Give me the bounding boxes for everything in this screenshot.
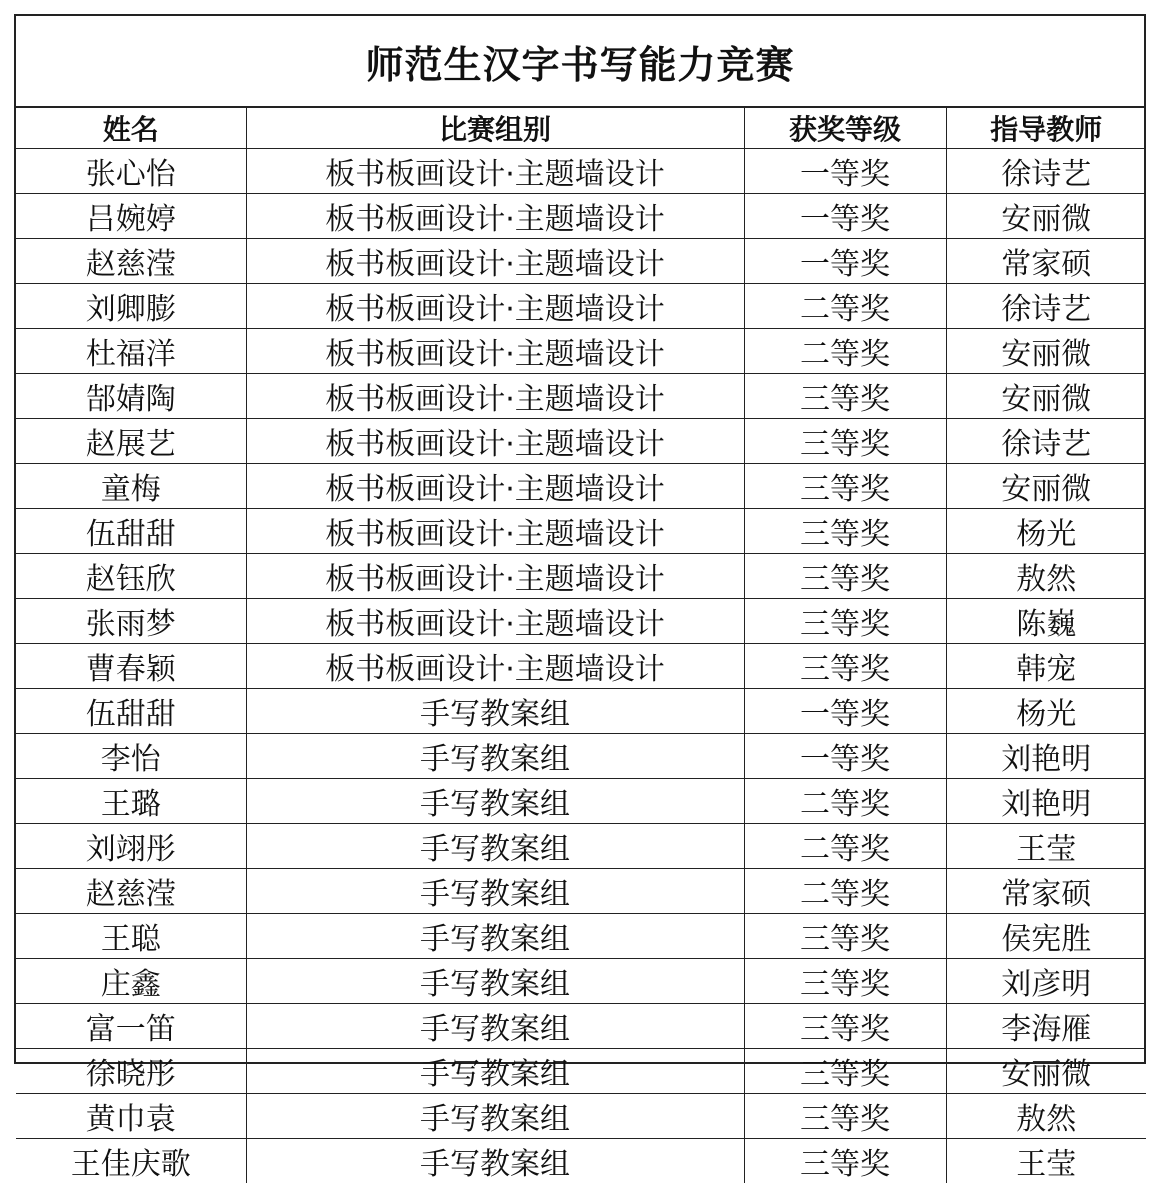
cell-name: 童梅 xyxy=(16,464,246,509)
cell-name: 赵钰欣 xyxy=(16,554,246,599)
cell-award: 二等奖 xyxy=(744,779,946,824)
cell-teacher: 徐诗艺 xyxy=(946,149,1146,194)
table-row xyxy=(16,1049,1146,1094)
cell-name: 李怡 xyxy=(16,734,246,779)
cell-name: 庄鑫 xyxy=(16,959,246,1004)
cell-group: 手写教案组 xyxy=(246,1004,744,1049)
cell-group: 手写教案组 xyxy=(246,689,744,734)
cell-group: 手写教案组 xyxy=(246,914,744,959)
cell-award: 一等奖 xyxy=(744,194,946,239)
table-row xyxy=(16,959,1146,1004)
table-row xyxy=(16,194,1146,239)
cell-group: 板书板画设计·主题墙设计 xyxy=(246,239,744,284)
table-row xyxy=(16,464,1146,509)
table-row xyxy=(16,869,1146,914)
cell-award: 一等奖 xyxy=(744,734,946,779)
table-row xyxy=(16,1094,1146,1139)
cell-group: 手写教案组 xyxy=(246,779,744,824)
cell-teacher: 王莹 xyxy=(946,824,1146,869)
cell-award: 三等奖 xyxy=(744,464,946,509)
cell-award: 三等奖 xyxy=(744,419,946,464)
cell-award: 二等奖 xyxy=(744,869,946,914)
cell-group: 板书板画设计·主题墙设计 xyxy=(246,374,744,419)
cell-teacher: 安丽微 xyxy=(946,464,1146,509)
cell-group: 板书板画设计·主题墙设计 xyxy=(246,284,744,329)
cell-award: 三等奖 xyxy=(744,959,946,1004)
cell-teacher: 徐诗艺 xyxy=(946,284,1146,329)
cell-group: 板书板画设计·主题墙设计 xyxy=(246,194,744,239)
cell-teacher: 敖然 xyxy=(946,1094,1146,1139)
cell-award: 三等奖 xyxy=(744,1004,946,1049)
cell-teacher: 徐诗艺 xyxy=(946,419,1146,464)
cell-teacher: 韩宠 xyxy=(946,644,1146,689)
award-sheet xyxy=(14,14,1146,1064)
cell-group: 手写教案组 xyxy=(246,1049,744,1094)
cell-award: 二等奖 xyxy=(744,824,946,869)
cell-teacher: 李海雁 xyxy=(946,1004,1146,1049)
cell-name: 黄巾袁 xyxy=(16,1094,246,1139)
cell-group: 板书板画设计·主题墙设计 xyxy=(246,149,744,194)
cell-name: 伍甜甜 xyxy=(16,689,246,734)
table-row xyxy=(16,599,1146,644)
cell-award: 三等奖 xyxy=(744,1049,946,1094)
cell-group: 板书板画设计·主题墙设计 xyxy=(246,599,744,644)
table-row xyxy=(16,914,1146,959)
cell-teacher: 常家硕 xyxy=(946,239,1146,284)
cell-group: 手写教案组 xyxy=(246,959,744,1004)
table-row xyxy=(16,689,1146,734)
cell-teacher: 陈巍 xyxy=(946,599,1146,644)
cell-group: 板书板画设计·主题墙设计 xyxy=(246,329,744,374)
table-row xyxy=(16,329,1146,374)
cell-group: 板书板画设计·主题墙设计 xyxy=(246,509,744,554)
table-row xyxy=(16,779,1146,824)
cell-name: 赵慈滢 xyxy=(16,869,246,914)
header-group: 比赛组别 xyxy=(246,108,744,149)
table-row xyxy=(16,1139,1146,1183)
cell-award: 三等奖 xyxy=(744,1139,946,1183)
cell-teacher: 刘彦明 xyxy=(946,959,1146,1004)
cell-award: 三等奖 xyxy=(744,509,946,554)
cell-group: 手写教案组 xyxy=(246,734,744,779)
cell-award: 一等奖 xyxy=(744,239,946,284)
cell-group: 板书板画设计·主题墙设计 xyxy=(246,644,744,689)
cell-teacher: 王莹 xyxy=(946,1139,1146,1183)
cell-award: 二等奖 xyxy=(744,329,946,374)
cell-teacher: 安丽微 xyxy=(946,329,1146,374)
award-table xyxy=(16,108,1146,1183)
cell-teacher: 杨光 xyxy=(946,689,1146,734)
header-name: 姓名 xyxy=(16,108,246,149)
header-award: 获奖等级 xyxy=(744,108,946,149)
table-row xyxy=(16,284,1146,329)
cell-name: 曹春颖 xyxy=(16,644,246,689)
cell-group: 手写教案组 xyxy=(246,824,744,869)
cell-teacher: 侯宪胜 xyxy=(946,914,1146,959)
table-row xyxy=(16,374,1146,419)
cell-award: 三等奖 xyxy=(744,554,946,599)
cell-teacher: 安丽微 xyxy=(946,374,1146,419)
cell-award: 三等奖 xyxy=(744,1094,946,1139)
table-row xyxy=(16,239,1146,284)
cell-name: 张雨梦 xyxy=(16,599,246,644)
cell-award: 三等奖 xyxy=(744,644,946,689)
cell-name: 伍甜甜 xyxy=(16,509,246,554)
cell-award: 三等奖 xyxy=(744,599,946,644)
cell-group: 板书板画设计·主题墙设计 xyxy=(246,419,744,464)
cell-name: 赵慈滢 xyxy=(16,239,246,284)
cell-group: 板书板画设计·主题墙设计 xyxy=(246,464,744,509)
cell-teacher: 刘艳明 xyxy=(946,734,1146,779)
header-teacher: 指导教师 xyxy=(946,108,1146,149)
cell-name: 刘翊彤 xyxy=(16,824,246,869)
table-row xyxy=(16,824,1146,869)
cell-award: 一等奖 xyxy=(744,689,946,734)
table-row xyxy=(16,1004,1146,1049)
cell-teacher: 安丽微 xyxy=(946,1049,1146,1094)
cell-name: 王璐 xyxy=(16,779,246,824)
cell-name: 吕婉婷 xyxy=(16,194,246,239)
cell-name: 赵展艺 xyxy=(16,419,246,464)
cell-name: 王聪 xyxy=(16,914,246,959)
cell-teacher: 敖然 xyxy=(946,554,1146,599)
cell-teacher: 刘艳明 xyxy=(946,779,1146,824)
table-row xyxy=(16,149,1146,194)
cell-award: 三等奖 xyxy=(744,914,946,959)
cell-group: 手写教案组 xyxy=(246,1094,744,1139)
cell-award: 二等奖 xyxy=(744,284,946,329)
cell-name: 刘卿膨 xyxy=(16,284,246,329)
page-title: 师范生汉字书写能力竞赛 xyxy=(16,16,1144,108)
cell-award: 一等奖 xyxy=(744,149,946,194)
table-header-row xyxy=(16,108,1146,149)
table-row xyxy=(16,734,1146,779)
cell-award: 三等奖 xyxy=(744,374,946,419)
table-row xyxy=(16,554,1146,599)
cell-name: 张心怡 xyxy=(16,149,246,194)
cell-name: 杜福洋 xyxy=(16,329,246,374)
table-row xyxy=(16,419,1146,464)
cell-group: 手写教案组 xyxy=(246,869,744,914)
cell-name: 王佳庆歌 xyxy=(16,1139,246,1183)
cell-teacher: 杨光 xyxy=(946,509,1146,554)
cell-name: 郜婧陶 xyxy=(16,374,246,419)
cell-name: 徐晓彤 xyxy=(16,1049,246,1094)
table-row xyxy=(16,509,1146,554)
cell-group: 板书板画设计·主题墙设计 xyxy=(246,554,744,599)
cell-teacher: 常家硕 xyxy=(946,869,1146,914)
cell-name: 富一笛 xyxy=(16,1004,246,1049)
cell-group: 手写教案组 xyxy=(246,1139,744,1183)
cell-teacher: 安丽微 xyxy=(946,194,1146,239)
table-row xyxy=(16,644,1146,689)
